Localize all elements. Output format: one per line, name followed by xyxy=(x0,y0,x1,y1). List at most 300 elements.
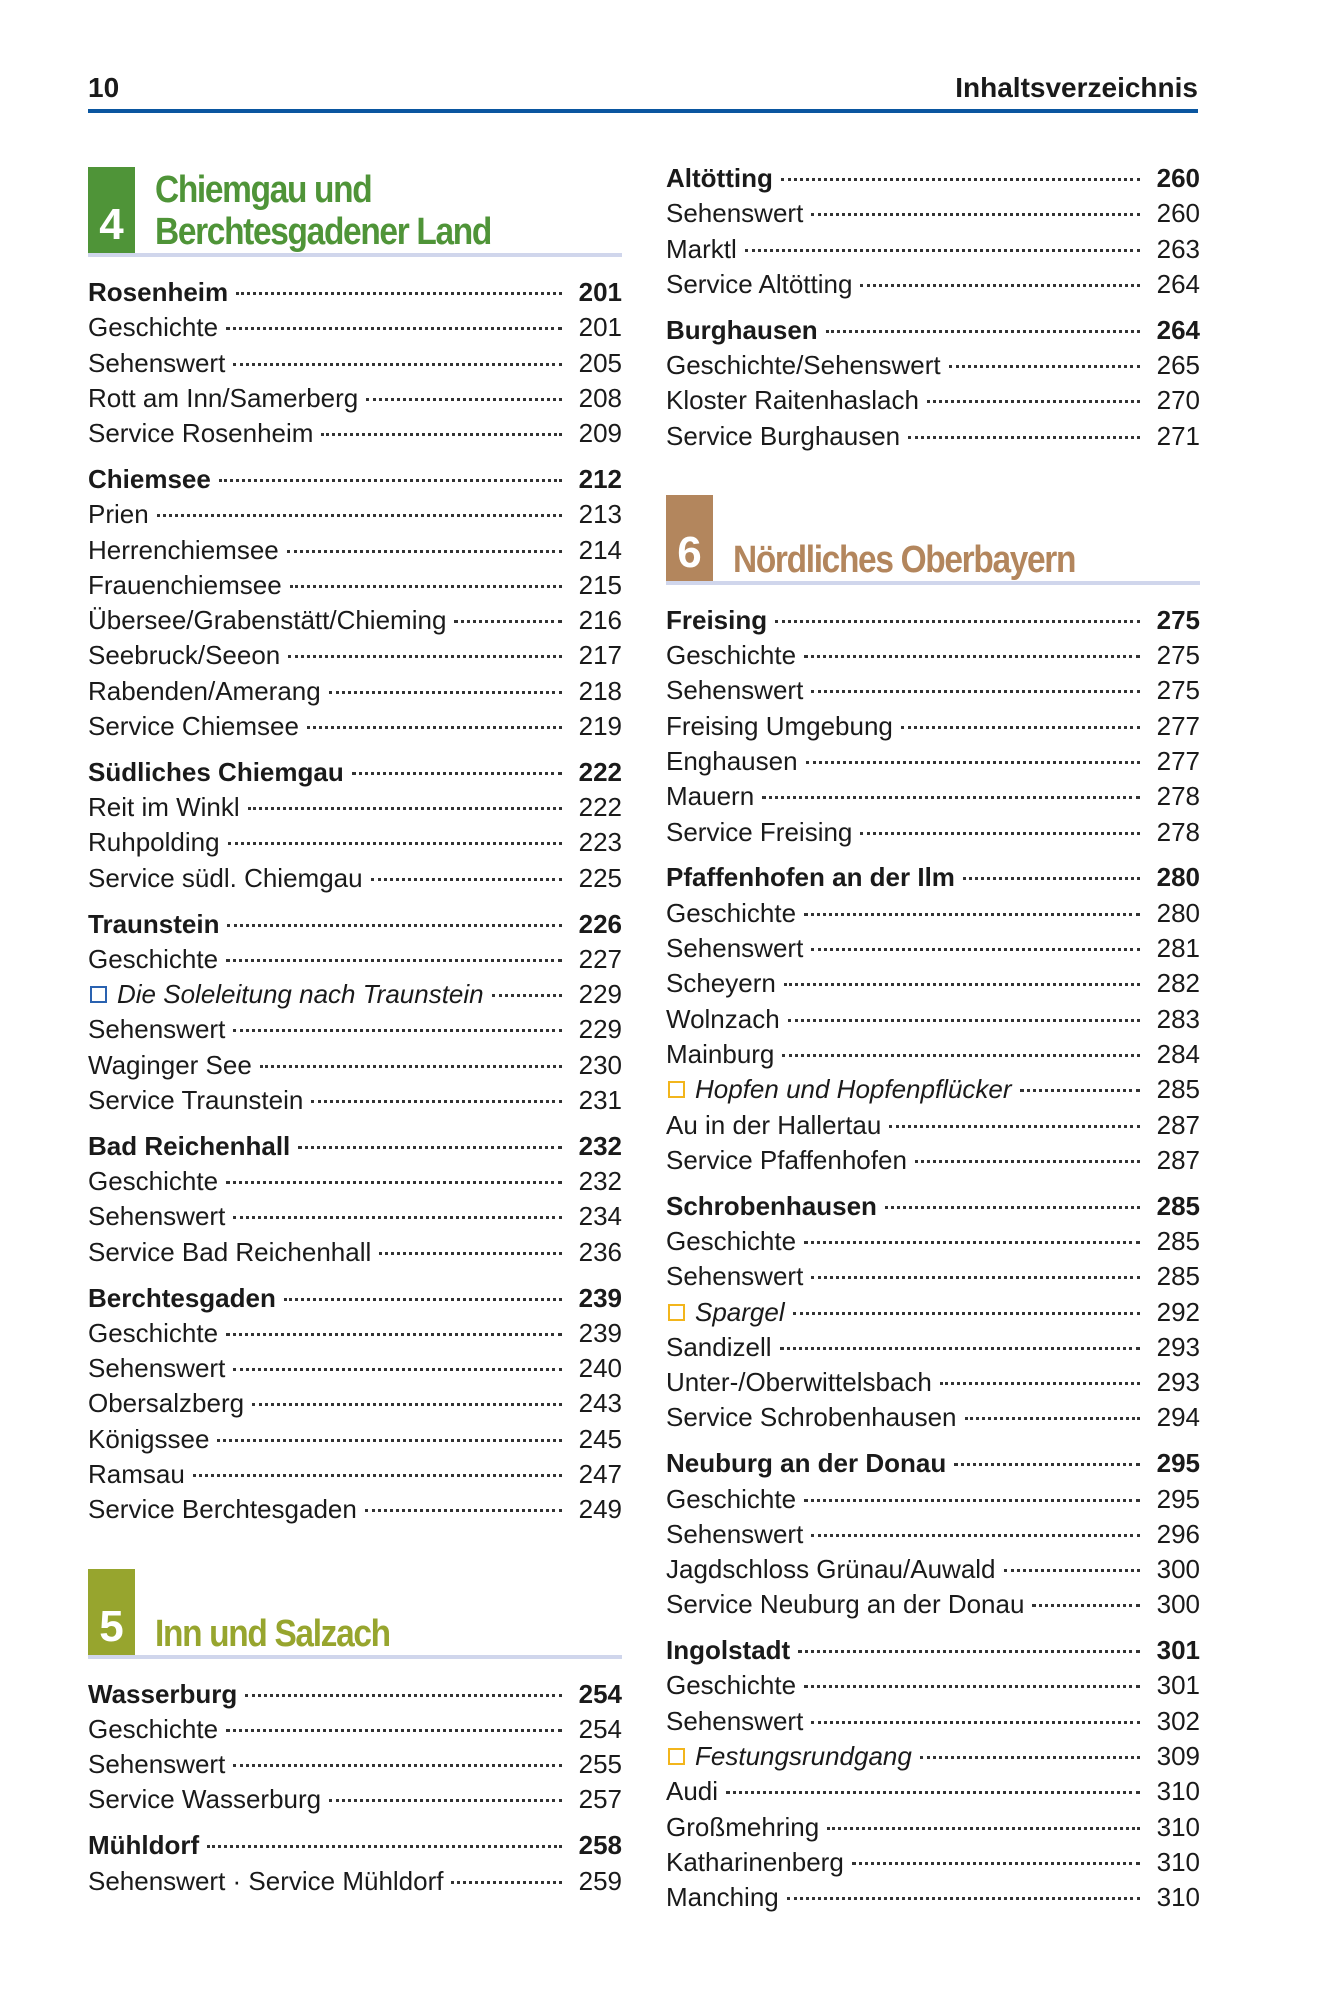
entry-title: Rott am Inn/Samerberg xyxy=(88,382,359,413)
toc-entry[interactable] xyxy=(88,533,622,568)
entry-title: Obersalzberg xyxy=(88,1388,245,1419)
toc-entry[interactable] xyxy=(88,1235,622,1270)
entry-page-number: 249 xyxy=(578,1494,622,1525)
toc-group xyxy=(88,1677,622,1818)
toc-entry[interactable] xyxy=(666,1108,1200,1143)
toc-heading-entry[interactable] xyxy=(666,860,1200,895)
toc-entry[interactable] xyxy=(666,348,1200,383)
toc-entry[interactable] xyxy=(666,1224,1200,1259)
dot-leader xyxy=(804,913,1140,916)
dot-leader xyxy=(927,400,1140,403)
toc-heading-entry[interactable] xyxy=(666,1189,1200,1224)
entry-title: Service Burghausen xyxy=(666,420,901,451)
dot-leader xyxy=(226,327,562,330)
toc-entry[interactable] xyxy=(666,1774,1200,1809)
entry-page-number: 239 xyxy=(578,1282,622,1313)
dot-leader xyxy=(207,1845,562,1848)
entry-title: Service Wasserburg xyxy=(88,1784,322,1815)
entry-page-number: 214 xyxy=(578,534,622,565)
entry-title: Freising xyxy=(666,604,768,635)
dot-leader xyxy=(248,807,562,810)
toc-entry[interactable] xyxy=(666,1810,1200,1845)
entry-title: Spargel xyxy=(695,1296,785,1327)
entry-page-number: 209 xyxy=(578,418,622,449)
toc-entry[interactable] xyxy=(666,1517,1200,1552)
entry-page-number: 225 xyxy=(578,862,622,893)
toc-entry[interactable] xyxy=(88,1457,622,1492)
chapter-title xyxy=(733,539,1075,581)
entry-title: Festungsrundgang xyxy=(695,1741,912,1772)
dot-leader xyxy=(226,959,562,962)
toc-entry[interactable] xyxy=(88,568,622,603)
toc-entry[interactable] xyxy=(88,825,622,860)
entry-title: Sehenswert xyxy=(88,1201,226,1232)
dot-leader xyxy=(852,1862,1140,1865)
dot-leader xyxy=(352,772,562,775)
dot-leader xyxy=(219,479,562,482)
dot-leader xyxy=(889,1125,1140,1128)
entry-page-number: 270 xyxy=(1156,385,1200,416)
toc-entry[interactable] xyxy=(666,1143,1200,1178)
entry-title: Burghausen xyxy=(666,314,818,345)
toc-entry[interactable] xyxy=(88,1012,622,1047)
dot-leader xyxy=(233,1368,562,1371)
entry-title: Jagdschloss Grünau/Auwald xyxy=(666,1554,996,1585)
toc-heading-entry[interactable] xyxy=(88,755,622,790)
entry-title: Chiemsee xyxy=(88,463,211,494)
dot-leader xyxy=(775,620,1140,623)
entry-page-number: 302 xyxy=(1156,1705,1200,1736)
dot-leader xyxy=(954,1463,1140,1466)
toc-feature-entry[interactable] xyxy=(666,1739,1200,1774)
entry-title: Sehenswert xyxy=(666,1518,804,1549)
entry-page-number: 260 xyxy=(1156,163,1200,193)
entry-title: Geschichte/Sehenswert xyxy=(666,349,941,380)
toc-entry[interactable] xyxy=(666,1259,1200,1294)
toc-heading-entry[interactable] xyxy=(666,161,1200,196)
entry-title: Freising Umgebung xyxy=(666,710,893,741)
dot-leader xyxy=(784,983,1140,986)
entry-page-number: 285 xyxy=(1156,1074,1200,1105)
toc-entry[interactable] xyxy=(666,966,1200,1001)
toc-entry[interactable] xyxy=(88,1712,622,1747)
entry-title: Großmehring xyxy=(666,1811,820,1842)
dot-leader xyxy=(949,365,1140,368)
toc-entry[interactable] xyxy=(666,267,1200,302)
toc-entry[interactable] xyxy=(666,1668,1200,1703)
entry-page-number: 255 xyxy=(578,1749,622,1780)
toc-entry[interactable] xyxy=(88,310,622,345)
entry-page-number: 232 xyxy=(578,1166,622,1197)
entry-title: Sehenswert xyxy=(666,1705,804,1736)
dot-leader xyxy=(236,292,562,295)
toc-entry[interactable] xyxy=(666,638,1200,673)
toc-entry[interactable] xyxy=(88,1782,622,1817)
toc-entry[interactable] xyxy=(666,673,1200,708)
dot-leader xyxy=(307,726,562,729)
entry-page-number: 300 xyxy=(1156,1554,1200,1585)
entry-title: Geschichte xyxy=(666,1225,797,1256)
entry-title: Au in der Hallertau xyxy=(666,1109,882,1140)
toc-entry[interactable] xyxy=(666,1002,1200,1037)
dot-leader xyxy=(228,842,562,845)
dot-leader xyxy=(233,363,562,366)
entry-page-number: 227 xyxy=(578,943,622,974)
entry-title: Rabenden/Amerang xyxy=(88,675,321,706)
entry-page-number: 263 xyxy=(1156,233,1200,264)
entry-page-number: 278 xyxy=(1156,816,1200,847)
entry-page-number: 275 xyxy=(1156,640,1200,671)
toc-group xyxy=(666,860,1200,1178)
toc-heading-entry[interactable] xyxy=(88,275,622,310)
entry-page-number: 259 xyxy=(578,1865,622,1896)
toc-entry[interactable] xyxy=(666,1482,1200,1517)
toc-column-left xyxy=(88,167,622,1899)
entry-title: Seebruck/Seeon xyxy=(88,640,281,671)
chapter-title-line: Nördliches Oberbayern xyxy=(733,538,1076,581)
toc-entry[interactable] xyxy=(88,1492,622,1527)
entry-page-number: 229 xyxy=(578,979,622,1010)
dot-leader xyxy=(885,1206,1140,1209)
toc-entry[interactable] xyxy=(666,1704,1200,1739)
toc-entry[interactable] xyxy=(88,1083,622,1118)
dot-leader xyxy=(901,726,1140,729)
entry-title: Unter-/Oberwittelsbach xyxy=(666,1367,932,1398)
entry-page-number: 222 xyxy=(578,792,622,823)
toc-heading-entry[interactable] xyxy=(88,1129,622,1164)
toc-group xyxy=(666,1633,1200,1915)
toc-entry[interactable] xyxy=(666,419,1200,454)
entry-title: Südliches Chiemgau xyxy=(88,756,344,787)
entry-title: Geschichte xyxy=(88,1713,219,1744)
toc-entry[interactable] xyxy=(88,638,622,673)
toc-entry[interactable] xyxy=(88,1316,622,1351)
dot-leader xyxy=(920,1756,1140,1759)
entry-page-number: 226 xyxy=(578,908,622,939)
dot-leader xyxy=(798,1650,1140,1653)
entry-title: Service Altötting xyxy=(666,268,853,299)
entry-page-number: 264 xyxy=(1156,314,1200,345)
entry-page-number: 231 xyxy=(578,1085,622,1116)
entry-page-number: 247 xyxy=(578,1459,622,1489)
entry-page-number: 293 xyxy=(1156,1367,1200,1398)
entry-title: Traunstein xyxy=(88,908,220,939)
toc-entry[interactable] xyxy=(88,1351,622,1386)
entry-page-number: 264 xyxy=(1156,268,1200,299)
dot-leader xyxy=(940,1382,1140,1385)
toc-entry[interactable] xyxy=(666,896,1200,931)
entry-page-number: 275 xyxy=(1156,675,1200,706)
toc-entry[interactable] xyxy=(88,1386,622,1421)
entry-title: Sehenswert xyxy=(88,347,226,378)
toc-group xyxy=(666,313,1200,454)
entry-title: Wasserburg xyxy=(88,1678,238,1709)
chapter-title-line: Chiemgau und xyxy=(155,169,372,211)
toc-entry[interactable] xyxy=(666,1552,1200,1587)
entry-title: Mauern xyxy=(666,781,755,812)
toc-entry[interactable] xyxy=(666,709,1200,744)
entry-title: Sehenswert · Service Mühldorf xyxy=(88,1865,444,1896)
toc-entry[interactable] xyxy=(666,1845,1200,1880)
dot-leader xyxy=(860,284,1140,287)
entry-page-number: 212 xyxy=(578,463,622,494)
toc-group xyxy=(666,161,1200,302)
toc-heading-entry[interactable] xyxy=(88,462,622,497)
chapter-number-badge: 5 xyxy=(88,1569,135,1655)
dot-leader xyxy=(804,1685,1140,1688)
dot-leader xyxy=(1004,1569,1140,1572)
dot-leader xyxy=(284,1298,562,1301)
toc-group xyxy=(666,1189,1200,1436)
entry-page-number: 287 xyxy=(1156,1109,1200,1140)
entry-page-number: 310 xyxy=(1156,1776,1200,1807)
dot-leader xyxy=(788,1019,1140,1022)
entry-title: Ramsau xyxy=(88,1459,185,1489)
dot-leader xyxy=(804,655,1140,658)
dot-leader xyxy=(811,1721,1140,1724)
dot-leader xyxy=(288,655,562,658)
toc-entry[interactable] xyxy=(88,1747,622,1782)
entry-title: Ingolstadt xyxy=(666,1635,791,1666)
entry-title: Audi xyxy=(666,1776,719,1807)
toc-entry[interactable] xyxy=(666,232,1200,267)
entry-title: Hopfen und Hopfenpflücker xyxy=(695,1074,1012,1105)
toc-entry[interactable] xyxy=(88,861,622,896)
entry-page-number: 239 xyxy=(578,1317,622,1348)
dot-leader xyxy=(787,1897,1140,1900)
entry-title: Königssee xyxy=(88,1423,210,1454)
entry-page-number: 260 xyxy=(1156,198,1200,229)
header-rule xyxy=(88,109,1198,113)
entry-title: Geschichte xyxy=(666,640,797,671)
entry-title: Neuburg an der Donau xyxy=(666,1448,947,1479)
entry-title: Manching xyxy=(666,1882,779,1913)
entry-title: Rosenheim xyxy=(88,277,229,307)
toc-entry[interactable] xyxy=(88,416,622,451)
dot-leader xyxy=(963,877,1140,880)
dot-leader xyxy=(290,585,562,588)
toc-entry[interactable] xyxy=(666,383,1200,418)
toc-group xyxy=(666,603,1200,850)
entry-title: Sehenswert xyxy=(666,198,804,229)
entry-title: Enghausen xyxy=(666,746,798,777)
toc-heading-entry[interactable] xyxy=(88,1828,622,1863)
entry-page-number: 230 xyxy=(578,1049,622,1080)
entry-page-number: 278 xyxy=(1156,781,1200,812)
entry-title: Reit im Winkl xyxy=(88,792,240,823)
toc-heading-entry[interactable] xyxy=(88,907,622,942)
entry-title: Sehenswert xyxy=(88,1014,226,1045)
toc-entry[interactable] xyxy=(666,779,1200,814)
toc-entry[interactable] xyxy=(88,674,622,709)
entry-page-number: 310 xyxy=(1156,1846,1200,1877)
dot-leader xyxy=(233,1029,562,1032)
dot-leader xyxy=(451,1881,562,1884)
dot-leader xyxy=(252,1403,562,1406)
entry-title: Marktl xyxy=(666,233,737,264)
dot-leader xyxy=(915,1160,1140,1163)
dot-leader xyxy=(804,1241,1140,1244)
toc-entry[interactable] xyxy=(666,1330,1200,1365)
entry-page-number: 282 xyxy=(1156,968,1200,999)
dot-leader xyxy=(860,832,1140,835)
entry-page-number: 258 xyxy=(578,1830,622,1861)
entry-title: Mainburg xyxy=(666,1038,775,1069)
chapter-heading xyxy=(666,495,1200,585)
toc-entry[interactable] xyxy=(88,1048,622,1083)
entry-page-number: 301 xyxy=(1156,1635,1200,1666)
entry-title: Bad Reichenhall xyxy=(88,1130,291,1161)
dot-leader xyxy=(379,1252,562,1255)
toc-entry[interactable] xyxy=(88,1199,622,1234)
toc-entry[interactable] xyxy=(666,815,1200,850)
chapter-number-badge: 6 xyxy=(666,495,713,581)
entry-title: Frauenchiemsee xyxy=(88,569,282,600)
dot-leader xyxy=(226,1181,562,1184)
dot-leader xyxy=(781,178,1140,181)
dot-leader xyxy=(365,1509,562,1512)
dot-leader xyxy=(811,1276,1140,1279)
entry-page-number: 265 xyxy=(1156,349,1200,380)
entry-title: Herrenchiemsee xyxy=(88,534,279,565)
entry-page-number: 216 xyxy=(578,605,622,636)
toc-entry[interactable] xyxy=(666,1400,1200,1435)
toc-entry[interactable] xyxy=(666,1587,1200,1622)
entry-page-number: 309 xyxy=(1156,1741,1200,1772)
toc-entry[interactable] xyxy=(88,790,622,825)
entry-page-number: 271 xyxy=(1156,420,1200,451)
toc-group xyxy=(88,755,622,896)
toc-entry[interactable] xyxy=(666,1880,1200,1915)
toc-heading-entry[interactable] xyxy=(666,1633,1200,1668)
toc-entry[interactable] xyxy=(88,381,622,416)
entry-page-number: 301 xyxy=(1156,1670,1200,1701)
toc-entry[interactable] xyxy=(88,497,622,532)
entry-title: Geschichte xyxy=(88,1317,219,1348)
entry-page-number: 293 xyxy=(1156,1331,1200,1362)
entry-page-number: 217 xyxy=(578,640,622,671)
toc-feature-entry[interactable] xyxy=(666,1295,1200,1330)
toc-heading-entry[interactable] xyxy=(88,1677,622,1712)
toc-entry[interactable] xyxy=(666,1037,1200,1072)
entry-title: Service Traunstein xyxy=(88,1085,304,1116)
entry-title: Geschichte xyxy=(88,1166,219,1197)
entry-page-number: 285 xyxy=(1156,1190,1200,1221)
entry-page-number: 219 xyxy=(578,711,622,742)
entry-page-number: 240 xyxy=(578,1353,622,1384)
entry-title: Altötting xyxy=(666,163,773,193)
dot-leader xyxy=(804,1499,1140,1502)
toc-group xyxy=(88,1129,622,1270)
toc-entry[interactable] xyxy=(88,346,622,381)
entry-page-number: 208 xyxy=(578,382,622,413)
entry-page-number: 201 xyxy=(578,277,622,307)
chapter-heading xyxy=(88,1569,622,1659)
toc-heading-entry[interactable] xyxy=(666,603,1200,638)
entry-title: Geschichte xyxy=(666,897,797,928)
toc-group xyxy=(88,907,622,1119)
entry-title: Sehenswert xyxy=(88,1749,226,1780)
entry-title: Mühldorf xyxy=(88,1830,200,1861)
entry-title: Waginger See xyxy=(88,1049,252,1080)
toc-heading-entry[interactable] xyxy=(88,1281,622,1316)
dot-leader xyxy=(193,1474,562,1477)
entry-title: Katharinenberg xyxy=(666,1846,844,1877)
dot-leader xyxy=(908,436,1140,439)
entry-page-number: 292 xyxy=(1156,1296,1200,1327)
entry-page-number: 254 xyxy=(578,1713,622,1744)
dot-leader xyxy=(826,330,1140,333)
entry-page-number: 294 xyxy=(1156,1402,1200,1433)
entry-page-number: 280 xyxy=(1156,897,1200,928)
entry-title: Service Rosenheim xyxy=(88,418,314,449)
dot-leader xyxy=(245,1694,562,1697)
toc-entry[interactable] xyxy=(88,942,622,977)
toc-column-right xyxy=(666,161,1200,1916)
entry-title: Prien xyxy=(88,499,149,530)
entry-page-number: 215 xyxy=(578,569,622,600)
entry-page-number: 234 xyxy=(578,1201,622,1232)
entry-page-number: 275 xyxy=(1156,604,1200,635)
toc-entry[interactable] xyxy=(666,196,1200,231)
toc-entry[interactable] xyxy=(88,1422,622,1457)
toc-entry[interactable] xyxy=(88,1164,622,1199)
entry-page-number: 310 xyxy=(1156,1811,1200,1842)
toc-group xyxy=(88,275,622,451)
entry-page-number: 285 xyxy=(1156,1261,1200,1292)
dot-leader xyxy=(227,924,562,927)
entry-title: Service südl. Chiemgau xyxy=(88,862,363,893)
entry-title: Service Freising xyxy=(666,816,853,847)
dot-leader xyxy=(298,1146,562,1149)
dot-leader xyxy=(1020,1089,1140,1092)
dot-leader xyxy=(329,1799,562,1802)
chapter-number-badge: 4 xyxy=(88,167,135,253)
entry-title: Service Neuburg an der Donau xyxy=(666,1589,1025,1620)
dot-leader xyxy=(965,1417,1140,1420)
entry-title: Service Berchtesgaden xyxy=(88,1494,357,1525)
toc-heading-entry[interactable] xyxy=(666,1446,1200,1481)
entry-title: Service Pfaffenhofen xyxy=(666,1144,907,1175)
dot-leader xyxy=(811,213,1140,216)
toc-group xyxy=(88,1828,622,1899)
entry-title: Geschichte xyxy=(88,943,219,974)
entry-title: Sehenswert xyxy=(666,1261,804,1292)
dot-leader xyxy=(762,796,1140,799)
dot-leader xyxy=(780,1347,1140,1350)
chapter-title xyxy=(155,169,491,253)
toc-entry[interactable] xyxy=(666,1365,1200,1400)
chapter-heading xyxy=(88,167,622,257)
toc-entry[interactable] xyxy=(88,709,622,744)
toc-entry[interactable] xyxy=(666,931,1200,966)
toc-entry[interactable] xyxy=(88,603,622,638)
toc-heading-entry[interactable] xyxy=(666,313,1200,348)
dot-leader xyxy=(454,620,562,623)
dot-leader xyxy=(806,761,1140,764)
toc-feature-entry[interactable] xyxy=(88,977,622,1012)
toc-feature-entry[interactable] xyxy=(666,1072,1200,1107)
entry-title: Service Bad Reichenhall xyxy=(88,1236,372,1267)
toc-entry[interactable] xyxy=(88,1864,622,1899)
entry-page-number: 284 xyxy=(1156,1038,1200,1069)
entry-page-number: 283 xyxy=(1156,1003,1200,1034)
entry-title: Die Soleleitung nach Traunstein xyxy=(117,979,484,1010)
toc-entry[interactable] xyxy=(666,744,1200,779)
entry-page-number: 213 xyxy=(578,499,622,530)
entry-title: Service Schrobenhausen xyxy=(666,1402,957,1433)
entry-title: Berchtesgaden xyxy=(88,1282,276,1313)
